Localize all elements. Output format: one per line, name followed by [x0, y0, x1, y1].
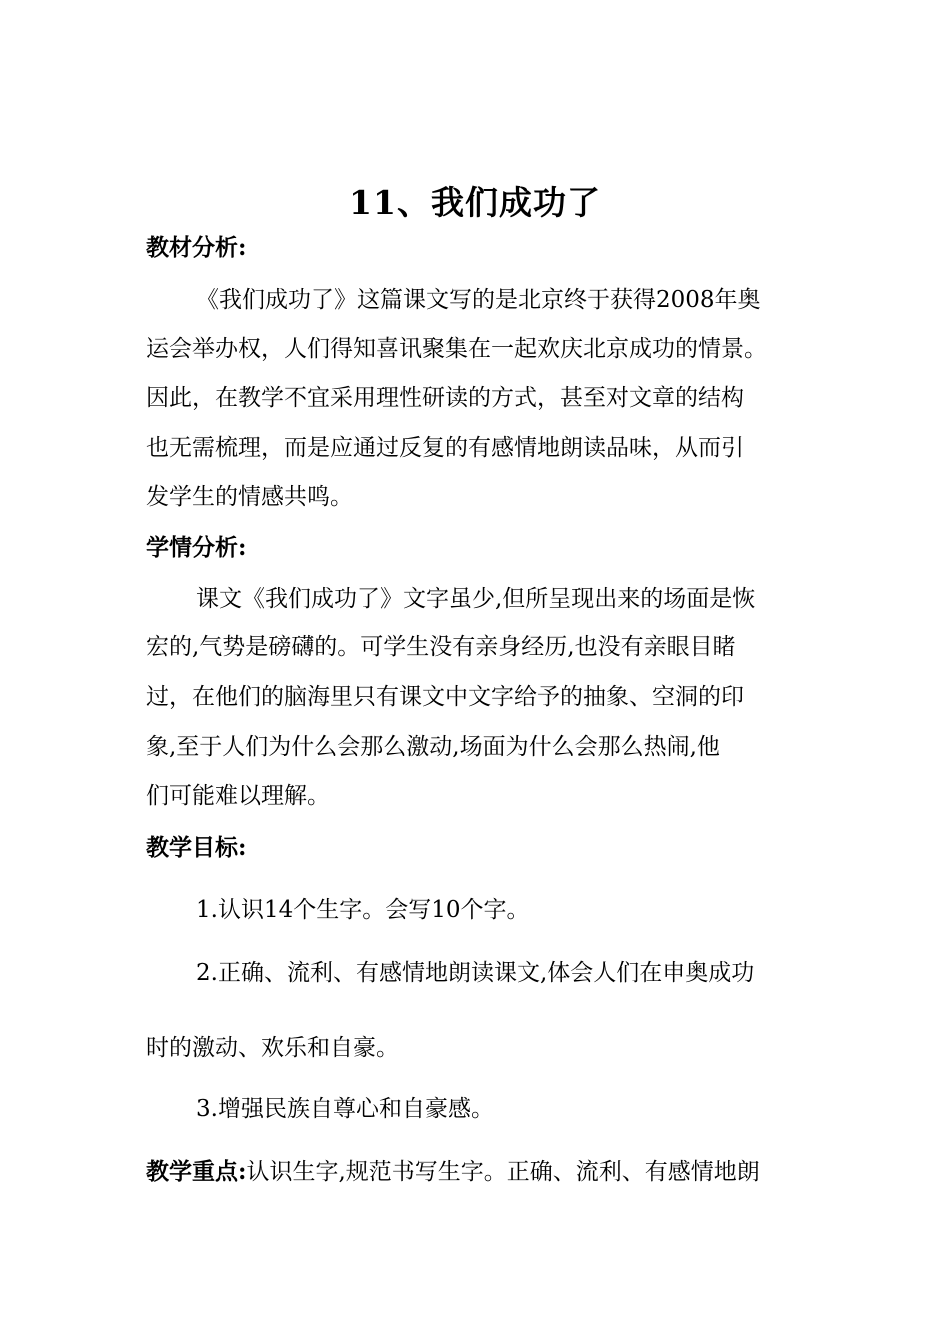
section-heading-goals: 教学目标: [146, 834, 247, 861]
material-line-4: 也无需梳理，而是应通过反复的有感情地朗读品味，从而引 [146, 435, 744, 461]
goal-item-1: 1.认识14个生字。会写10个字。 [196, 897, 530, 923]
section-heading-keypoints: 教学重点: [146, 1158, 247, 1185]
section-heading-material: 教材分析: [146, 234, 247, 261]
student-line-4: 象,至于人们为什么会那么激动,场面为什么会那么热闹,他 [146, 734, 720, 760]
goal-item-2: 2.正确、流利、有感情地朗读课文,体会人们在申奥成功 [196, 960, 755, 986]
goal-item-2-continued: 时的激动、欢乐和自豪。 [146, 1035, 399, 1061]
student-line-2: 宏的,气势是磅礴的。可学生没有亲身经历,也没有亲眼目睹 [146, 634, 736, 660]
goal-item-3: 3.增强民族自尊心和自豪感。 [196, 1096, 494, 1122]
student-line-1: 课文《我们成功了》文字虽少,但所呈现出来的场面是恢 [196, 586, 756, 612]
material-line-1: 《我们成功了》这篇课文写的是北京终于获得2008年奥 [196, 287, 761, 313]
keypoints-line [146, 1156, 806, 1188]
material-line-2: 运会举办权，人们得知喜讯聚集在一起欢庆北京成功的情景。 [146, 336, 767, 362]
page-title: 11、我们成功了 [349, 183, 601, 222]
material-line-5: 发学生的情感共鸣。 [146, 484, 353, 510]
material-line-3: 因此，在教学不宜采用理性研读的方式，甚至对文章的结构 [146, 385, 744, 411]
section-heading-student: 学情分析: [146, 534, 247, 561]
student-line-5: 们可能难以理解。 [146, 783, 330, 809]
keypoints-text: 认识生字,规范书写生字。正确、流利、有感情地朗 [246, 1159, 760, 1185]
student-line-3: 过，在他们的脑海里只有课文中文字给予的抽象、空洞的印 [146, 684, 744, 710]
